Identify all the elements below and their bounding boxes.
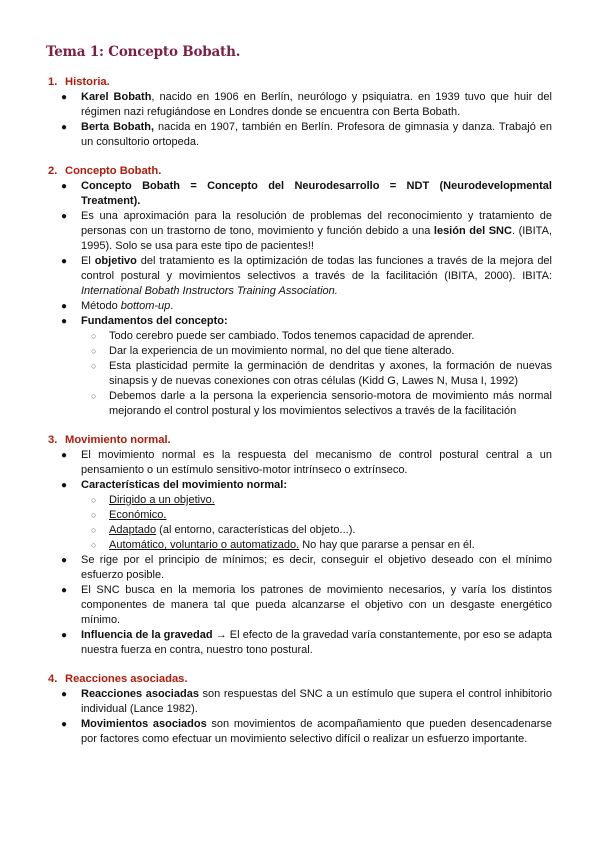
sub-list-item	[48, 344, 552, 359]
sub-list-item	[48, 508, 552, 523]
bullet-list	[48, 90, 552, 150]
list-item	[48, 553, 552, 583]
text-run: Karel Bobath	[81, 91, 152, 103]
text-run: , nacido en 1906 en Berlín, neurólogo y psiquiatra. en 1939 tuvo que huir del régimen nazi refugiándose en Londres donde se encuentra con Berta Bobath.	[81, 91, 552, 118]
text-run: El movimiento normal es la respuesta del mecanismo de control postural central a un pensamiento o un estímulo sensitivo-motor intrínseco o extrínseco.	[81, 449, 552, 476]
circle-bullet-icon: ○	[91, 391, 97, 401]
circle-bullet-icon: ○	[91, 331, 97, 341]
bullet-icon: ●	[61, 301, 68, 312]
list-item	[48, 478, 552, 493]
text-run: → El efecto de la gravedad varía constantemente, por eso se adapta nuestra fuerza en contra, nuestro tono postural.	[81, 629, 552, 656]
section-title: Movimiento normal.	[65, 434, 171, 446]
sub-list-item	[48, 493, 552, 508]
text-run: Movimientos asociados	[81, 718, 207, 730]
list-item	[48, 583, 552, 628]
text-run: Es una aproximación para la resolución de problemas del reconocimiento y tratamiento de personas con un trastorno de tono, movimiento y función debido a una	[81, 210, 552, 237]
text-run: Debemos darle a la persona la experiencia sensorio-motora de movimiento más normal mejorando el control postural y los movimientos selectivos a través de la facilitación	[109, 390, 552, 417]
list-item	[48, 209, 552, 254]
bullet-icon: ●	[61, 316, 68, 327]
text-run: Reacciones asociadas	[81, 688, 199, 700]
text-run: Todo cerebro puede ser cambiado. Todos tenemos capacidad de aprender.	[109, 330, 475, 342]
text-run: (al entorno, características del objeto...).	[156, 524, 356, 536]
bullet-icon: ●	[61, 555, 68, 566]
bullet-icon: ●	[61, 585, 68, 596]
bullet-icon: ●	[61, 630, 68, 641]
circle-bullet-icon: ○	[91, 510, 97, 520]
circle-bullet-icon: ○	[91, 540, 97, 550]
list-item	[48, 254, 552, 299]
section-title: Concepto Bobath.	[65, 165, 162, 177]
list-item	[48, 120, 552, 150]
text-run: nacida en 1907, también en Berlín. Profesora de gimnasia y danza. Trabajó en un consultorio ortopeda.	[81, 121, 553, 148]
section-1	[48, 75, 552, 150]
text-run: lesión del SNC	[433, 225, 512, 237]
circle-bullet-icon: ○	[91, 361, 97, 371]
bullet-list	[48, 687, 552, 747]
text-run: International Bobath Instructors Training Association.	[81, 285, 338, 297]
text-run: Adaptado	[109, 524, 157, 536]
text-run: .	[170, 300, 174, 312]
sub-list-item	[48, 538, 552, 553]
list-item	[48, 687, 552, 717]
section-3	[48, 433, 552, 658]
text-run: bottom-up	[120, 300, 171, 312]
text-run: Influencia de la gravedad	[81, 629, 213, 641]
text-run: El SNC busca en la memoria los patrones de movimiento necesarios, y varía los distintos componentes de manera tal que pueda alcanzarse el objetivo con un desgaste energético mínimo.	[81, 584, 552, 626]
text-run: Fundamentos del concepto:	[81, 315, 228, 327]
text-run: Método	[81, 300, 121, 312]
bullet-icon: ●	[61, 719, 68, 730]
section-heading	[48, 672, 552, 687]
section-number: 2.	[48, 165, 58, 177]
list-item	[48, 448, 552, 478]
text-run: Características del movimiento normal:	[81, 479, 288, 491]
bullet-icon: ●	[61, 256, 68, 267]
text-run: Se rige por el principio de mínimos; es decir, conseguir el objetivo deseado con el mínimo esfuerzo posible.	[81, 554, 552, 581]
circle-bullet-icon: ○	[91, 525, 97, 535]
text-run: Berta Bobath,	[81, 121, 155, 133]
text-run: No hay que pararse a pensar en él.	[299, 539, 475, 551]
bullet-list	[48, 448, 552, 658]
text-run: El	[81, 255, 95, 267]
list-item	[48, 628, 552, 658]
bullet-icon: ●	[61, 92, 68, 103]
section-4	[48, 672, 552, 747]
section-title: Reacciones asociadas.	[65, 673, 188, 685]
list-item	[48, 179, 552, 209]
text-run: son respuestas del SNC a un estímulo que supera el control inhibitorio individual (Lance 1982).	[81, 688, 552, 715]
section-heading	[48, 433, 552, 448]
bullet-icon: ●	[61, 450, 68, 461]
text-run: . (IBITA, 1995). Solo se usa para este tipo de pacientes!!	[81, 225, 552, 252]
section-title: Historia.	[65, 76, 110, 88]
bullet-list	[48, 179, 552, 419]
bullet-icon: ●	[61, 122, 68, 133]
section-number: 4.	[48, 673, 58, 685]
sub-list-item	[48, 389, 552, 419]
section-number: 3.	[48, 434, 58, 446]
list-item	[48, 90, 552, 120]
list-item	[48, 314, 552, 329]
section-heading	[48, 164, 552, 179]
bullet-icon: ●	[61, 211, 68, 222]
sub-list-item	[48, 523, 552, 538]
text-run: Económico.	[109, 509, 167, 521]
sub-list-item	[48, 329, 552, 344]
list-item	[48, 717, 552, 747]
text-run: objetivo	[94, 255, 137, 267]
text-run: Dirigido a un objetivo.	[109, 494, 215, 506]
section-number: 1.	[48, 76, 58, 88]
document-title: Tema 1: Concepto Bobath.	[46, 44, 241, 60]
bullet-icon: ●	[61, 181, 68, 192]
text-run: Concepto Bobath = Concepto del Neurodesarrollo = NDT (Neurodevelopmental Treatment).	[81, 180, 552, 207]
circle-bullet-icon: ○	[91, 495, 97, 505]
sub-list-item	[48, 359, 552, 389]
list-item	[48, 299, 552, 314]
text-run: Automático, voluntario o automatizado.	[109, 539, 300, 551]
text-run: Esta plasticidad permite la germinación de dendritas y axones, la formación de nuevas sinapsis y de nuevas conexiones con otras células (Kidd G, Lawes N, Musa I, 1992)	[109, 360, 552, 387]
section-2	[48, 164, 552, 419]
document-body	[48, 75, 552, 761]
text-run: del tratamiento es la optimización de todas las funciones a través de la mejora del control postural y movimientos selectivos a través de la facilitación (IBITA, 2000). IBITA:	[81, 255, 552, 282]
text-run: Dar la experiencia de un movimiento normal, no del que tiene alterado.	[109, 345, 455, 357]
circle-bullet-icon: ○	[91, 346, 97, 356]
text-run: son movimientos de acompañamiento que pueden desencadenarse por factores como efectuar un movimiento selectivo difícil o realizar un esfuerzo importante.	[81, 718, 552, 745]
bullet-icon: ●	[61, 689, 68, 700]
bullet-icon: ●	[61, 480, 68, 491]
section-heading	[48, 75, 552, 90]
